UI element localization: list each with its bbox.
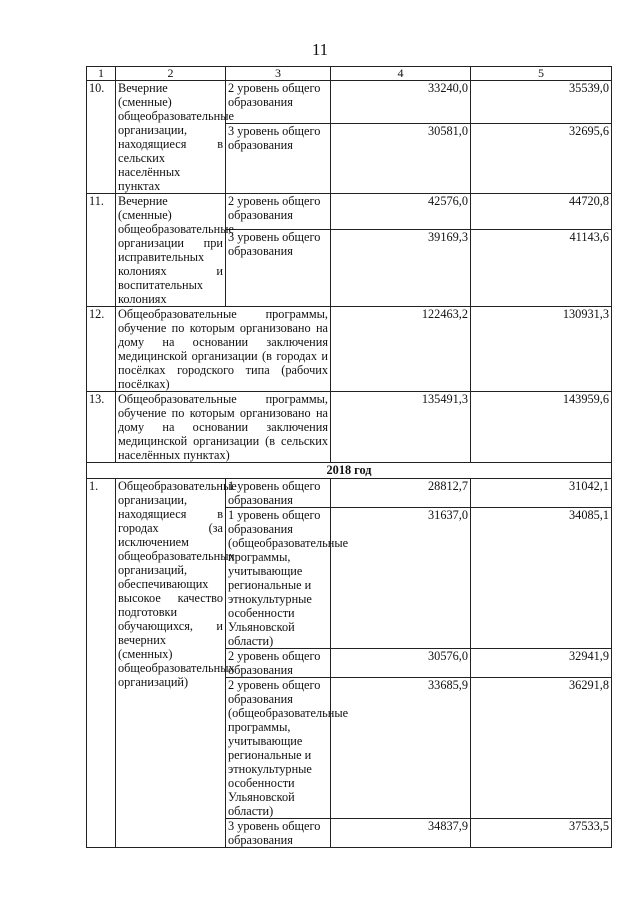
value-col-4: 33685,9 [331,678,471,819]
organization-type: Вечерние (сменные) общеобразовательные организации при исправительных колониях и воспитательных колониях [116,194,226,307]
education-level: 3 уровень общего образования [226,230,331,307]
value-col-5: 35539,0 [471,81,612,124]
value-col-5: 32695,6 [471,123,612,193]
header-col-3: 3 [226,67,331,81]
row-number: 11. [87,194,116,307]
table-row [87,479,612,508]
value-col-4: 135491,3 [331,392,471,463]
row-number: 10. [87,81,116,194]
page-number: 11 [311,40,329,59]
value-col-5: 32941,9 [471,649,612,678]
education-level: 2 уровень общего образования [226,194,331,230]
table-row [87,194,612,230]
table-row [87,307,612,392]
value-col-4: 31637,0 [331,508,471,649]
tariff-table [86,66,612,848]
value-col-5: 143959,6 [471,392,612,463]
organization-type: Общеобразовательные организации, находящиеся в городах (за исключением общеобразовательных организаций, обеспечивающих высокое качество подготовки обучающихся, и вечерних (сменных) общеобразовательных организаций) [116,479,226,848]
value-col-4: 122463,2 [331,307,471,392]
year-row [87,463,612,479]
value-col-5: 31042,1 [471,479,612,508]
education-level: 1 уровень общего образования (общеобразовательные программы, учитывающие региональные и этнокультурные особенности Ульяновской области) [226,508,331,649]
year-heading: 2018 год [87,463,612,479]
education-level: 2 уровень общего образования [226,649,331,678]
value-col-4: 33240,0 [331,81,471,124]
value-col-4: 42576,0 [331,194,471,230]
education-level: 3 уровень общего образования [226,819,331,848]
value-col-4: 34837,9 [331,819,471,848]
value-col-4: 28812,7 [331,479,471,508]
header-col-5: 5 [471,67,612,81]
value-col-5: 34085,1 [471,508,612,649]
header-col-4: 4 [331,67,471,81]
value-col-5: 37533,5 [471,819,612,848]
header-col-2: 2 [116,67,226,81]
value-col-5: 41143,6 [471,230,612,307]
value-col-4: 39169,3 [331,230,471,307]
row-number: 12. [87,307,116,392]
table-header-row [87,67,612,81]
program-description: Общеобразовательные программы, обучение по которым организовано на дому на основании заключения медицинской организации (в городах и посёлках городского типа (рабочих посёлках) [116,307,331,392]
row-number: 1. [87,479,116,848]
education-level: 2 уровень общего образования (общеобразовательные программы, учитывающие региональные и этнокультурные особенности Ульяновской области) [226,678,331,819]
value-col-4: 30581,0 [331,123,471,193]
value-col-5: 44720,8 [471,194,612,230]
value-col-5: 36291,8 [471,678,612,819]
value-col-4: 30576,0 [331,649,471,678]
table-row [87,392,612,463]
table-row [87,81,612,124]
education-level: 1 уровень общего образования [226,479,331,508]
header-col-1: 1 [87,67,116,81]
row-number: 13. [87,392,116,463]
organization-type: Вечерние (сменные) общеобразовательные организации, находящиеся в сельских населённых пунктах [116,81,226,194]
value-col-5: 130931,3 [471,307,612,392]
education-level: 3 уровень общего образования [226,123,331,193]
program-description: Общеобразовательные программы, обучение по которым организовано на дому на основании заключения медицинской организации (в сельских населённых пунктах) [116,392,331,463]
education-level: 2 уровень общего образования [226,81,331,124]
